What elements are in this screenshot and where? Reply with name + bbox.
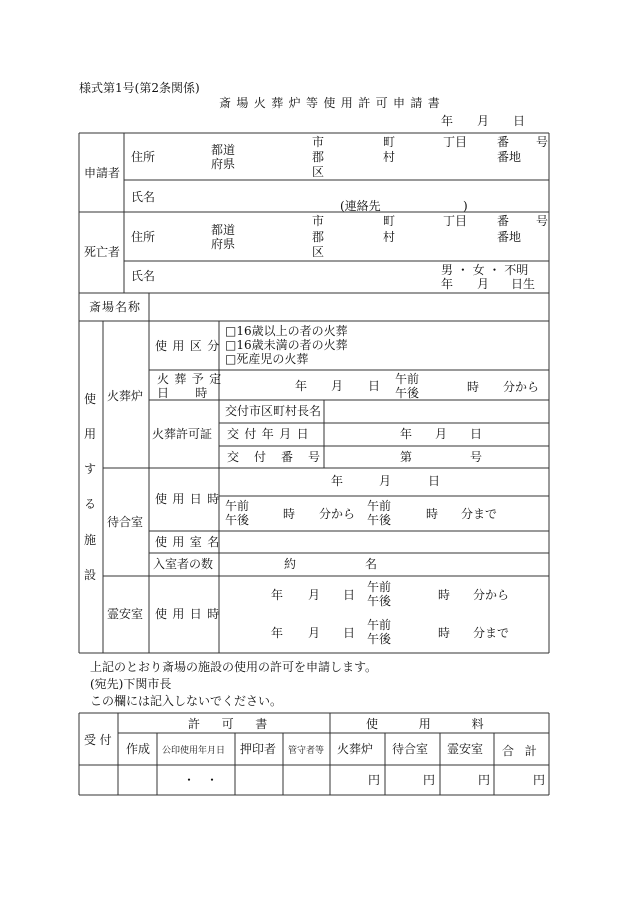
deceased-banchi: 番地 <box>497 230 522 244</box>
col-mortuary-fee: 霊安室 <box>447 742 484 756</box>
deceased-name-label: 氏名 <box>131 269 156 283</box>
deceased-ban: 番 <box>497 214 510 228</box>
mortuary-r2-hour: 時 <box>438 626 451 640</box>
issuer-label: 交付市区町村長名 <box>225 404 322 418</box>
mortuary-r1-day: 日 <box>343 588 356 602</box>
mortuary-r2-month: 月 <box>308 626 321 640</box>
permit-header: 許可書 <box>188 717 289 731</box>
schedule-year: 年 <box>295 379 308 393</box>
waiting-until: 分まで <box>461 507 498 521</box>
col-stamper: 押印者 <box>240 742 277 756</box>
deceased-birth-year: 年 <box>441 277 454 291</box>
deceased-pref-1: 都道 <box>211 223 236 237</box>
deceased-birth-month: 月 <box>477 277 490 291</box>
facility-label-6: 設 <box>84 568 97 582</box>
mortuary-r1-from: 分から <box>473 588 510 602</box>
deceased-pref-2: 府県 <box>211 237 236 251</box>
seal-date-dots: ・ ・ <box>183 773 222 787</box>
fee-header: 使用料 <box>366 717 525 731</box>
deceased-city-2: 郡 <box>312 230 325 244</box>
applicant-chome: 丁目 <box>443 135 468 149</box>
date-year: 年 <box>441 114 454 128</box>
applicant-city-3: 区 <box>312 165 325 179</box>
col-crematorium-fee: 火葬炉 <box>337 742 374 756</box>
deceased-town-2: 村 <box>383 230 396 244</box>
schedule-hour: 時 <box>467 380 480 394</box>
waiting-datetime-label: 使用日時 <box>155 492 225 506</box>
waiting-am-1: 午前 <box>225 499 250 513</box>
room-name-label: 使用室名 <box>155 535 225 549</box>
yen-mortuary: 円 <box>478 773 491 787</box>
form-number: 様式第1号(第2条関係) <box>79 81 200 95</box>
deceased-city-3: 区 <box>312 245 325 259</box>
applicant-city-1: 市 <box>312 135 325 149</box>
date-month: 月 <box>477 114 490 128</box>
deceased-birth-day: 日生 <box>511 277 536 291</box>
applicant-pref-1: 都道 <box>211 143 236 157</box>
deceased-address-label: 住所 <box>131 230 156 244</box>
facility-label-4: る <box>84 497 97 511</box>
applicant-city-2: 郡 <box>312 150 325 164</box>
applicant-contact-close: ) <box>463 199 468 213</box>
usage-option-1[interactable]: □16歳以上の者の火葬 <box>225 324 348 338</box>
waiting-month: 月 <box>379 474 392 488</box>
waiting-from: 分から <box>319 507 356 521</box>
occupants-approx: 約 <box>284 557 297 571</box>
applicant-address-label: 住所 <box>131 150 156 164</box>
applicant-go: 号 <box>536 135 549 149</box>
waiting-pm-2: 午後 <box>367 513 392 527</box>
issue-date-label: 交付年月日 <box>227 427 315 441</box>
occupants-label: 入室者の数 <box>153 557 214 571</box>
facility-label-3: す <box>84 462 97 476</box>
applicant-pref-2: 府県 <box>211 157 236 171</box>
deceased-sex: 男 ・ 女 ・ 不明 <box>441 263 529 277</box>
applicant-contact: (連絡先 <box>340 199 381 213</box>
number-label: 交付番号 <box>227 450 336 464</box>
col-waiting-fee: 待合室 <box>392 742 429 756</box>
issue-year: 年 <box>400 427 413 441</box>
waiting-day: 日 <box>428 474 441 488</box>
mortuary-r1-month: 月 <box>308 588 321 602</box>
waiting-room-label: 待合室 <box>107 515 144 529</box>
facility-label-2: 用 <box>84 427 97 441</box>
deceased-town-1: 町 <box>383 214 396 228</box>
mortuary-label: 霊安室 <box>107 607 144 621</box>
mortuary-r2-until: 分まで <box>473 626 510 640</box>
venue-name-label: 斎場名称 <box>89 300 142 314</box>
applicant-label: 申請者 <box>84 166 121 180</box>
schedule-am: 午前 <box>395 372 420 386</box>
deceased-chome: 丁目 <box>443 214 468 228</box>
mortuary-r1-hour: 時 <box>438 588 451 602</box>
mortuary-r2-year: 年 <box>271 626 284 640</box>
waiting-hour-2: 時 <box>426 507 439 521</box>
applicant-banchi: 番地 <box>497 150 522 164</box>
occupants-persons: 名 <box>365 557 378 571</box>
mortuary-r2-day: 日 <box>343 626 356 640</box>
mortuary-r2-pm: 午後 <box>367 632 392 646</box>
applicant-name-label: 氏名 <box>131 190 156 204</box>
waiting-am-2: 午前 <box>367 499 392 513</box>
mortuary-r1-pm: 午後 <box>367 594 392 608</box>
yen-waiting: 円 <box>423 773 436 787</box>
facility-label-5: 施 <box>84 533 97 547</box>
schedule-day: 日 <box>368 379 381 393</box>
date-day: 日 <box>513 114 526 128</box>
waiting-pm-1: 午後 <box>225 513 250 527</box>
usage-category-label: 使用区分 <box>155 339 225 353</box>
schedule-label-2: 日時 <box>157 386 234 400</box>
issue-month: 月 <box>435 427 448 441</box>
facility-label-1: 使 <box>84 392 97 406</box>
permit-label: 火葬許可証 <box>152 427 213 441</box>
mortuary-r1-am: 午前 <box>367 580 392 594</box>
addressee-text: (宛先)下関市長 <box>90 677 172 691</box>
mortuary-r2-am: 午前 <box>367 618 392 632</box>
col-seal-date: 公印使用年月日 <box>162 746 226 756</box>
col-custodian: 管守者等 <box>288 746 325 756</box>
number-dai: 第 <box>400 450 413 464</box>
yen-total: 円 <box>533 773 546 787</box>
deceased-label: 死亡者 <box>84 245 121 259</box>
col-creation: 作成 <box>126 742 151 756</box>
schedule-from: 分から <box>503 380 540 394</box>
usage-option-3[interactable]: □死産児の火葬 <box>225 352 309 366</box>
waiting-hour-1: 時 <box>283 507 296 521</box>
number-go: 号 <box>470 450 483 464</box>
applicant-ban: 番 <box>497 135 510 149</box>
crematorium-label: 火葬炉 <box>107 389 144 403</box>
office-note-text: この欄には記入しないでください。 <box>90 694 283 708</box>
col-total: 合計 <box>502 744 548 758</box>
issue-day: 日 <box>470 427 483 441</box>
form-title: 斎場火葬炉等使用許可申請書 <box>219 96 446 110</box>
usage-option-2[interactable]: □16歳未満の者の火葬 <box>225 338 348 352</box>
deceased-city-1: 市 <box>312 214 325 228</box>
schedule-pm: 午後 <box>395 386 420 400</box>
applicant-town-2: 村 <box>383 150 396 164</box>
mortuary-r1-year: 年 <box>271 588 284 602</box>
statement-text: 上記のとおり斎場の施設の使用の許可を申請します。 <box>90 660 378 674</box>
reception-label: 受付 <box>84 733 116 747</box>
mortuary-datetime-label: 使用日時 <box>155 607 225 621</box>
yen-crematorium: 円 <box>368 773 381 787</box>
waiting-year: 年 <box>331 474 344 488</box>
applicant-town-1: 町 <box>383 135 396 149</box>
schedule-label-1: 火葬予定 <box>157 372 227 386</box>
schedule-month: 月 <box>331 379 344 393</box>
deceased-go: 号 <box>536 214 549 228</box>
